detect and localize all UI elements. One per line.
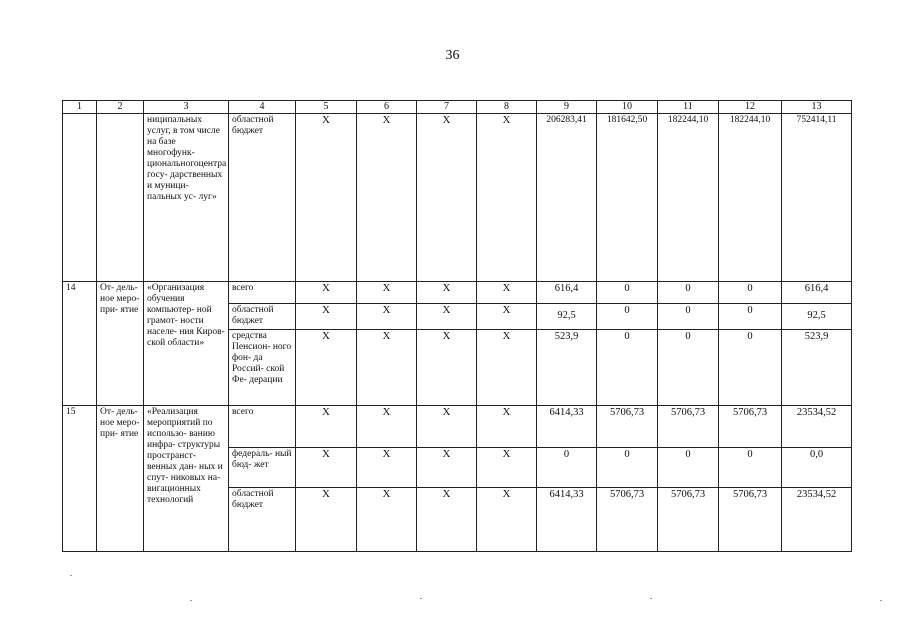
funding-source-cell: средства Пенсион- ного фон- да Россий- ской Фе- дерации [229, 330, 296, 406]
row-type-cell: От- дель- ное меро- при- ятие [97, 282, 144, 406]
row-type-cell: От- дель- ное меро- при- ятие [97, 406, 144, 552]
table-row [63, 406, 852, 448]
value-cell: 0 [537, 448, 597, 488]
scan-speck [650, 598, 652, 599]
x-cell: X [477, 448, 537, 488]
value-cell: 5706,73 [719, 406, 782, 448]
column-header: 8 [477, 101, 537, 114]
value-cell: 616,4 [782, 282, 852, 304]
funding-source-cell: всего [229, 282, 296, 304]
value-cell: 0 [658, 282, 719, 304]
value-cell: 5706,73 [597, 406, 658, 448]
x-cell: X [477, 488, 537, 552]
value-cell: 206283,41 [537, 114, 597, 282]
x-cell: X [417, 304, 477, 330]
value-cell: 0 [597, 282, 658, 304]
value-cell: 0 [719, 330, 782, 406]
value-cell: 0 [658, 304, 719, 330]
x-cell: X [417, 282, 477, 304]
column-header: 9 [537, 101, 597, 114]
column-header: 5 [296, 101, 357, 114]
value-cell: 0 [719, 282, 782, 304]
value-cell: 5706,73 [658, 488, 719, 552]
value-cell: 0 [719, 304, 782, 330]
row-type-cell [97, 114, 144, 282]
budget-table [62, 100, 852, 552]
row-number-cell: 15 [63, 406, 97, 552]
table-row [63, 114, 852, 282]
x-cell: X [357, 448, 417, 488]
column-header: 11 [658, 101, 719, 114]
funding-source-cell: федераль- ный бюд- жет [229, 448, 296, 488]
x-cell: X [296, 114, 357, 282]
funding-source-cell: областной бюджет [229, 488, 296, 552]
value-cell: 0,0 [782, 448, 852, 488]
x-cell: X [357, 114, 417, 282]
x-cell: X [357, 282, 417, 304]
x-cell: X [477, 114, 537, 282]
value-cell: 181642,50 [597, 114, 658, 282]
value-cell: 0 [658, 448, 719, 488]
column-header: 13 [782, 101, 852, 114]
column-header: 12 [719, 101, 782, 114]
x-cell: X [417, 114, 477, 282]
column-header: 7 [417, 101, 477, 114]
value-cell: 6414,33 [537, 406, 597, 448]
page-number: 36 [445, 48, 460, 63]
scan-speck [420, 598, 422, 599]
column-header-row [63, 101, 852, 114]
x-cell: X [417, 488, 477, 552]
row-name-cell: «Реализация мероприятий по использо- ванию инфра- структуры пространст- венных дан- ных и спут- никовых на- вигационных технологий [144, 406, 229, 552]
row-name-cell: «Организация обучения компьютер- ной грамот- ности населе- ния Киров- ской области» [144, 282, 229, 406]
value-cell: 23534,52 [782, 488, 852, 552]
value-cell: 182244,10 [658, 114, 719, 282]
value-cell: 92,5 [782, 304, 852, 330]
value-cell: 523,9 [782, 330, 852, 406]
x-cell: X [477, 304, 537, 330]
funding-source-cell: всего [229, 406, 296, 448]
value-cell: 0 [719, 448, 782, 488]
x-cell: X [417, 330, 477, 406]
scan-speck [70, 575, 72, 576]
funding-source-cell: областной бюджет [229, 114, 296, 282]
x-cell: X [296, 488, 357, 552]
value-cell: 0 [597, 330, 658, 406]
x-cell: X [477, 282, 537, 304]
table-row [63, 282, 852, 304]
value-cell: 523,9 [537, 330, 597, 406]
scan-speck [880, 600, 882, 601]
column-header: 10 [597, 101, 658, 114]
value-cell: 5706,73 [658, 406, 719, 448]
x-cell: X [296, 304, 357, 330]
x-cell: X [477, 330, 537, 406]
x-cell: X [357, 406, 417, 448]
row-name-cell: ниципальных услуг, в том числе на базе многофунк- циональногоцентра госу- дарственных и муници- пальных ус- луг» [144, 114, 229, 282]
x-cell: X [477, 406, 537, 448]
scan-speck [190, 600, 192, 601]
value-cell: 752414,11 [782, 114, 852, 282]
x-cell: X [357, 304, 417, 330]
value-cell: 23534,52 [782, 406, 852, 448]
value-cell: 0 [597, 304, 658, 330]
funding-source-cell: областной бюджет [229, 304, 296, 330]
value-cell: 6414,33 [537, 488, 597, 552]
value-cell: 5706,73 [597, 488, 658, 552]
x-cell: X [357, 488, 417, 552]
value-cell: 92,5 [537, 304, 597, 330]
column-header: 1 [63, 101, 97, 114]
row-number-cell: 14 [63, 282, 97, 406]
value-cell: 0 [658, 330, 719, 406]
value-cell: 5706,73 [719, 488, 782, 552]
x-cell: X [417, 448, 477, 488]
x-cell: X [296, 448, 357, 488]
x-cell: X [296, 406, 357, 448]
value-cell: 616,4 [537, 282, 597, 304]
x-cell: X [417, 406, 477, 448]
x-cell: X [296, 330, 357, 406]
value-cell: 182244,10 [719, 114, 782, 282]
column-header: 2 [97, 101, 144, 114]
column-header: 4 [229, 101, 296, 114]
value-cell: 0 [597, 448, 658, 488]
column-header: 6 [357, 101, 417, 114]
column-header: 3 [144, 101, 229, 114]
x-cell: X [296, 282, 357, 304]
x-cell: X [357, 330, 417, 406]
row-number-cell [63, 114, 97, 282]
